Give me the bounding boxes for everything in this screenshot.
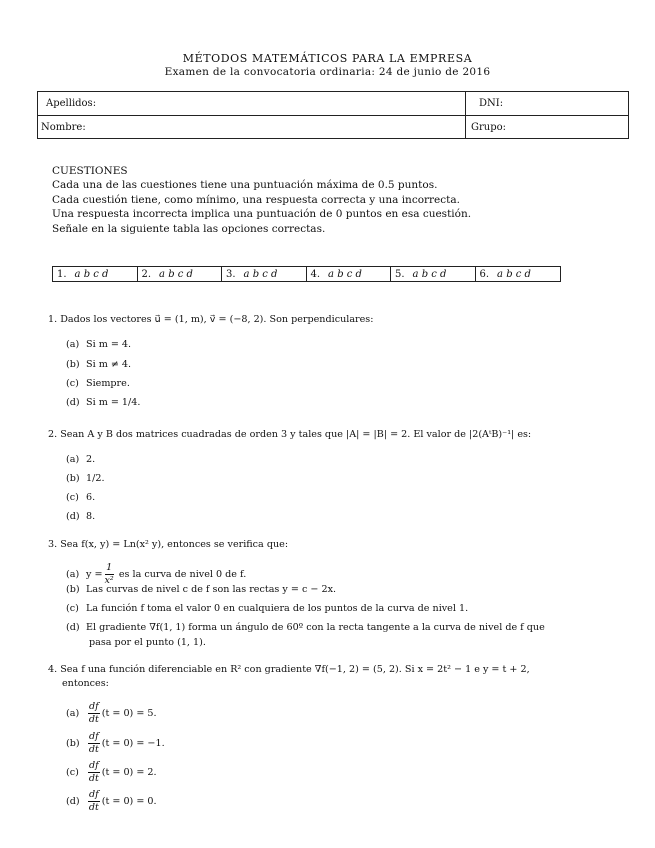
option-text: es la curva de nivel 0 de f. (118, 569, 247, 580)
fraction-numerator: df (89, 731, 99, 742)
option-text: 6. (86, 492, 96, 503)
question-text: entonces: (62, 678, 109, 689)
answer-number: 2. (141, 268, 152, 280)
question-1-stem (48, 313, 373, 326)
fraction-denominator: dt (88, 744, 99, 755)
answer-cell-5[interactable] (391, 267, 476, 281)
option-label: (c) (66, 767, 79, 778)
option-text: Siempre. (86, 378, 130, 389)
grupo-field[interactable] (467, 116, 628, 139)
question-2-stem (48, 428, 531, 441)
derivative-fraction (88, 701, 100, 726)
derivative-fraction (88, 789, 100, 814)
fraction-numerator: df (89, 701, 99, 712)
q2-option-c (66, 492, 95, 503)
nombre-label: Nombre: (41, 122, 86, 133)
option-text: 8. (86, 511, 96, 522)
fraction-numerator: df (89, 789, 99, 800)
option-text: Si m ≠ 4. (86, 359, 132, 370)
answer-number: 5. (395, 268, 405, 280)
question-text: 4. Sea f una función diferenciable en R² con gradiente ∇f(−1, 2) = (5, 2). Si x = 2t² − 1 e y = t + 2, (48, 664, 530, 675)
answer-number: 1. (57, 268, 67, 280)
question-text: 2. Sean A y B dos matrices cuadradas de orden 3 y tales que |A| = |B| = 2. El valor de |2(AᵗB)⁻¹| es: (48, 429, 532, 440)
question-text: 1. Dados los vectores u⃗ = (1, m), v⃗ = (−8, 2). Son perpendiculares: (48, 314, 374, 325)
fraction-denominator: dt (88, 714, 99, 725)
instruction-line: Señale en la siguiente tabla las opciones correctas. (52, 222, 326, 235)
fraction-denominator: x² (104, 575, 114, 586)
q2-option-d (66, 511, 95, 522)
answer-cell-1[interactable] (53, 267, 138, 281)
answer-letters: a b c d (412, 268, 447, 280)
q1-option-a (66, 339, 131, 350)
option-text: La función f toma el valor 0 en cualquiera de los puntos de la curva de nivel 1. (86, 603, 469, 614)
exam-title: MÉTODOS MATEMÁTICOS PARA LA EMPRESA (182, 52, 473, 65)
fraction-denominator: dt (88, 802, 99, 813)
dni-field[interactable] (467, 92, 628, 115)
option-text: 1/2. (86, 473, 105, 484)
dni-label: DNI: (479, 98, 504, 109)
answer-letters: a b c d (328, 268, 362, 280)
answer-letters: a b c d (74, 268, 109, 280)
id-row-2 (38, 116, 628, 139)
option-label: (b) (66, 584, 80, 595)
option-label: (a) (66, 569, 80, 580)
answer-letters: a b c d (243, 268, 278, 280)
option-label: (d) (66, 796, 80, 807)
option-text: 2. (86, 454, 96, 465)
option-label: (a) (66, 454, 80, 465)
option-text: (t = 0) = 2. (101, 767, 157, 778)
fraction-denominator: dt (88, 773, 99, 784)
option-text: Si m = 1/4. (86, 397, 141, 408)
question-3-stem (48, 538, 288, 551)
id-row-1 (38, 92, 628, 116)
apellidos-label: Apellidos: (46, 98, 97, 109)
answer-letters: a b c d (497, 268, 531, 280)
question-4-stem (48, 663, 530, 676)
option-label: (a) (66, 339, 80, 350)
apellidos-field[interactable] (38, 92, 466, 115)
option-label: (b) (66, 473, 80, 484)
option-text: Las curvas de nivel c de f son las rectas y = c − 2x. (86, 584, 337, 595)
q1-option-b (66, 359, 131, 370)
q4-option-d (66, 789, 157, 814)
instruction-line: Cada una de las cuestiones tiene una puntuación máxima de 0.5 puntos. (52, 179, 438, 192)
q4-option-a (66, 701, 157, 726)
q3-option-b (66, 584, 336, 595)
instructions-heading: CUESTIONES (52, 165, 128, 177)
option-label: (b) (66, 738, 80, 749)
q4-option-b (66, 731, 165, 756)
option-label: (c) (66, 492, 79, 503)
option-label: (d) (66, 622, 80, 633)
fraction-numerator: 1 (106, 562, 113, 573)
instructions (52, 164, 471, 236)
question-4-stem-continued (62, 677, 109, 690)
question-text: 3. Sea f(x, y) = Ln(x² y), entonces se verifica que: (48, 539, 289, 550)
option-text: y = (86, 569, 103, 580)
option-label: (a) (66, 708, 80, 719)
q4-option-c (66, 760, 157, 785)
q3-option-c (66, 603, 468, 614)
answer-cell-4[interactable] (307, 267, 392, 281)
q2-option-b (66, 473, 105, 484)
instruction-line: Una respuesta incorrecta implica una puntuación de 0 puntos en esa cuestión. (52, 208, 472, 221)
option-text: El gradiente ∇f(1, 1) forma un ángulo de 60º con la recta tangente a la curva de nivel de f que (86, 622, 545, 633)
answer-table (52, 266, 561, 282)
option-label: (b) (66, 359, 80, 370)
q3-option-d (66, 622, 545, 633)
option-label: (c) (66, 603, 79, 614)
answer-letters: a b c d (159, 268, 193, 280)
option-text: (t = 0) = 0. (101, 796, 157, 807)
instruction-line: Cada cuestión tiene, como mínimo, una respuesta correcta y una incorrecta. (52, 193, 460, 206)
answer-cell-3[interactable] (222, 267, 307, 281)
student-id-box (37, 91, 629, 139)
grupo-label: Grupo: (471, 122, 506, 133)
exam-subtitle: Examen de la convocatoria ordinaria: 24 de junio de 2016 (164, 66, 491, 78)
q1-option-c (66, 378, 130, 389)
answer-number: 4. (310, 268, 321, 280)
answer-cell-6[interactable] (476, 267, 561, 281)
option-text: (t = 0) = 5. (101, 708, 157, 719)
derivative-fraction (88, 760, 100, 785)
option-label: (c) (66, 378, 79, 389)
answer-cell-2[interactable] (138, 267, 223, 281)
option-label: (d) (66, 511, 80, 522)
option-text: Si m = 4. (86, 339, 132, 350)
q1-option-d (66, 397, 140, 408)
option-label: (d) (66, 397, 80, 408)
q3-option-d-continued: pasa por el punto (1, 1). (89, 637, 206, 648)
derivative-fraction (88, 731, 100, 756)
q2-option-a (66, 454, 95, 465)
nombre-field[interactable] (38, 116, 466, 139)
fraction-numerator: df (89, 760, 99, 771)
answer-number: 6. (479, 268, 490, 280)
option-text: (t = 0) = −1. (101, 738, 165, 749)
answer-number: 3. (226, 268, 236, 280)
